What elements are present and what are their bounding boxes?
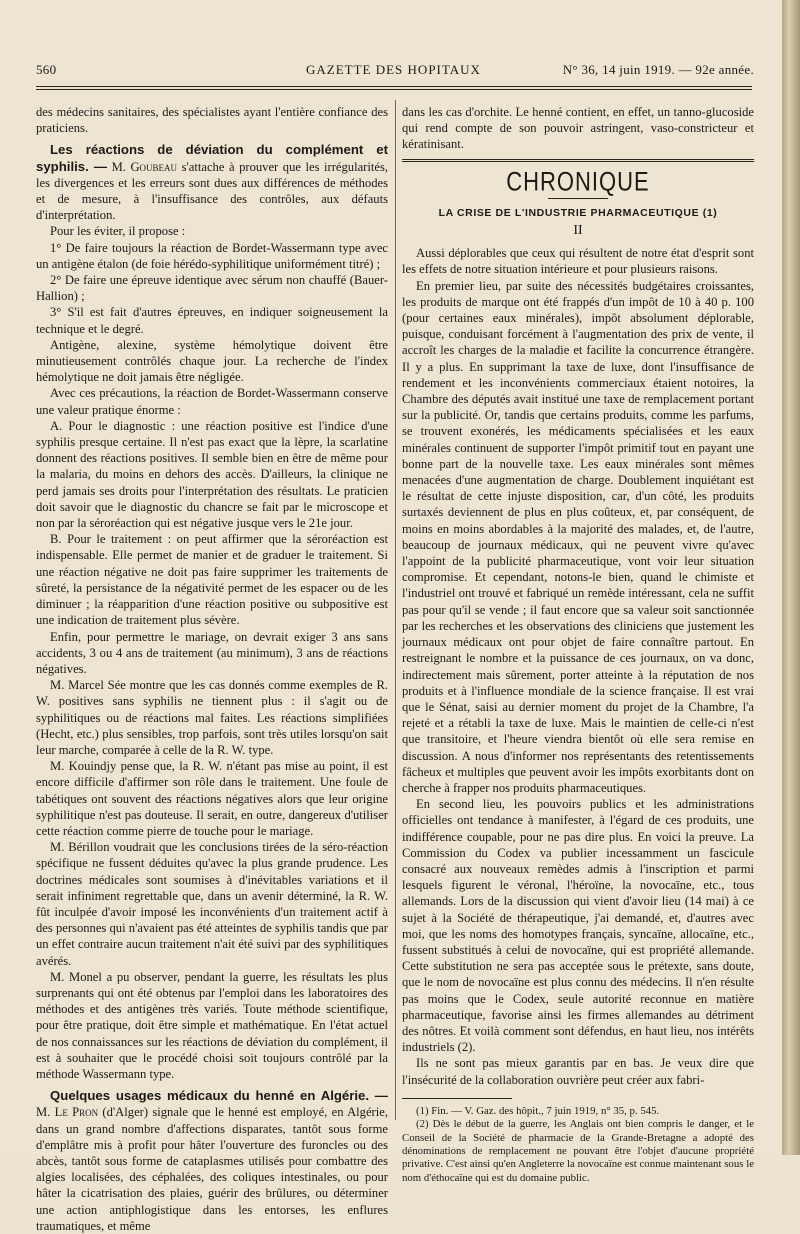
paragraph: (d'Alger) signale que le henné est employé, en Algérie, dans un grand nombre d'affections disparates, tantôt sous forme d'emplâtre mis à profit pour hâter l'ouverture des furoncles ou des abcès, tantôt sous forme de cataplasmes utilisés pour combattre des algies localisées, des céphalées, des coliques intestinales, ou pour hâter la cicatrisation des plaies, guérir des brûlures, ou déterminer une action antiphlogistique dans les entorses, les enflures traumatiques, et même [36,1105,388,1233]
footnote-rule [402,1098,512,1099]
section-heading: Les réactions de déviation du complément et syphilis. — [36,142,388,174]
section-heading: Quelques usages médicaux du henné en Algérie. — [50,1088,388,1104]
page-binding-edge [782,0,800,1155]
author-name: M. Goubeau [111,159,178,174]
paragraph: 2° De faire une épreuve identique avec sérum non chauffé (Bauer-Hallion) ; [36,273,388,304]
footnote: (2) Dès le début de la guerre, les Anglais ont bien compris le danger, et le Conseil de la Société de pharmacie de la Grande-Bretagne a adopté des dénominations de remplacement ne pouvant être l'objet d'aucune propriété privative. C'est ainsi qu'en Angleterre la novocaïne est connue maintenant sous le nom d'éthocaïne qui est du domaine public. [402,1118,754,1184]
paragraph: Antigène, alexine, système hémolytique doivent être minutieusement contrôlés chaque jour. La recherche de l'index hémolytique ne doit jamais être négligée. [36,337,388,385]
page-number: 560 [36,62,57,77]
chronique-heading: CHRONIQUE [506,165,650,196]
part-number: II [573,223,583,239]
paragraph: dans les cas d'orchite. Le henné contient, en effet, un tanno-glucoside qui rend compte de son pouvoir astringent, vaso-constricteur et kératinisant. [402,105,754,152]
paragraph: M. Bérillon voudrait que les conclusions tirées de la séro-réaction spécifique ne fussent déduites qu'avec la plus grande prudence. Les doctrines médicales sont soumises à d'inévitables variations et il serait infiniment regrettable que, dans un avenir déterminé, la R. W. fût inculpée d'avoir imposé les inconvénients d'un traitement actif à des personnes qui n'avaient pas été atteintes de syphilis tandis que par un effet contraire aucun traitement n'ait été suivi par des syphilitiques avérés. [36,840,388,968]
paragraph: Aussi déplorables que ceux qui résultent de notre état d'esprit sont les effets de notre situation intérieure et pour plusieurs raisons. [402,246,754,277]
paragraph: En second lieu, les pouvoirs publics et les administrations officielles ont tendance à manifester, à l'égard de ces produits, une indifférence coupable, pour ne pas dire plus. En voici la preuve. La Commission du Codex va publier incessamment un fascicule consacré aux nouveaux remèdes admis à l'inscription et parmi lesquels figurent le véronal, l'héroïne, la novocaïne, etc., tous allemands. Lors de la discussion qui vient d'avoir lieu (14 mai) à ce sujet à la Société de thérapeutique, j'ai demandé, et, d'autres avec moi, que les noms des homotypes français, syncaïne, allocaïne, etc., fussent substitués à celui de novocaïne, qui est propriété allemande. Cette substitution ne sera pas acceptée sous le prétexte, sans doute, que le nom de novocaïne est plus connu des médecins. Il n'en résulte pas moins que le Codex, seule autorité reconnue en matière pharmaceutique, favorise ainsi les firmes allemandes au détriment des nôtres. Et voilà comment sont défendus, en haut lieu, nos intérêts industriels (2). [402,797,754,1055]
footnotes [402,1098,754,1185]
paragraph: des médecins sanitaires, des spécialistes ayant l'entière confiance des praticiens. [36,105,388,136]
paragraph: Ils ne sont pas mieux garantis par en bas. Je veux dire que l'insécurité de la collaboration ouvrière peut créer aux fabri- [402,1056,754,1087]
paragraph: 1° De faire toujours la réaction de Bordet-Wassermann type avec un antigène étalon (de foie hérédo-syphilitique uniformément titré) ; [36,240,388,271]
paragraph: Avec ces précautions, la réaction de Bordet-Wassermann conserve une valeur pratique énorme : [36,386,388,417]
paragraph: Enfin, pour permettre le mariage, on devrait exiger 3 ans sans accidents, 3 ou 4 ans de traitement (au minimum), 3 ans de réactions négatives. [36,629,388,676]
header-rule-2 [36,89,752,90]
paragraph: B. Pour le traitement : on peut affirmer que la séroréaction est indispensable. Elle permet de manier et de graduer le traitement. Si une réaction négative ne doit pas faire supprimer les traitements de sûreté, la persistance de la négativité permet de les espacer ou de les diminuer ; la réapparition d'une réaction positive ou subpositive est une indication de traitement plus sévère. [36,532,388,628]
issue-date: N° 36, 14 juin 1919. — 92e année. [562,62,754,77]
paragraph: M. Kouindjy pense que, la R. W. n'étant pas mise au point, il est encore difficile d'affirmer son rôle dans le traitement. Une foule de tabétiques ont souvent des réactions négatives alors que leur origine syphilitique n'est pas douteuse. Il serait, en outre, dangereux d'utiliser cette réaction comme pierre de touche pour le mariage. [36,759,388,838]
short-rule [548,198,608,199]
footnote: (1) Fin. — V. Gaz. des hôpit., 7 juin 1919, n° 35, p. 545. [416,1104,660,1117]
paragraph: M. Marcel Sée montre que les cas donnés comme exemples de R. W. positives sans syphilis ne tiennent plus : il s'agit ou de syphilitiques ou de réactions mal faites. Les réactions simplifiées (Hecht, etc.) plus sensibles, trop parfois, sont très utiles lorsqu'on sait leur marche, comparée à celle de la R. W. type. [36,678,388,757]
right-column [402,104,754,1185]
journal-title: GAZETTE DES HOPITAUX [306,62,481,77]
paragraph: En premier lieu, par suite des nécessités budgétaires croissantes, les produits de marque ont été frappés d'un impôt de 10 à 40 p. 100 (pour certaines eaux minérales), impôt absolument déplorable, puisque, conduisant forcément à l'augmentation des prix de vente, il accroît les charges de la maladie et facilite la concurrence étrangère. Il y a plus. En supprimant la taxe de luxe, dont l'insuffisance de rendement et les inconvénients commerciaux étaient notoires, la Chambre des députés avait institué une taxe de remplacement portant sur la publicité. Or, tandis que certains produits, comme les parfums, se trouvent exonérés, les médicaments spécialisées et les eaux minérales continuent de supporter l'impôt primitif tout en payant une bonne part de la nouvelle taxe. Les eaux minérales sont mêmes menacées d'une augmentation de charge. Doublement inquiétant est le résultat de cette injuste disposition, car, d'un côté, les produits surtaxés deviennent de plus en plus coûteux, et, par conséquent, de moins en moins abordables à la majorité des malades, et, de l'autre, beaucoup de journaux médicaux, qui ne peuvent vivre qu'avec l'appoint de la publicité pharmaceutique, vont voir leur situation compromise. Et cependant, notons-le bien, quand le chimiste et l'industriel ont trouvé et fabriqué un remède intéressant, cela ne suffit pas pour qu'il se vende ; il faut encore que sa valeur soit sanctionnée par les recherches et les observations des cliniciens que justement les journaux médicaux ont pour objet de faire connaître partout. En restreignant le nombre et la puissance de ces journaux, on va donc, indirectement mais sûrement, porter atteinte à la réputation de nos produits et à l'influence mondiale de la science française. Il est vrai que le Sénat, saisi au dernier moment du projet de la Chambre, l'a rejeté et a rétabli la taxe de luxe. Mais le maintien de celle-ci n'est que transitoire, et l'heure viendra bientôt où elle sera remise en discussion. A nous d'informer nos représentants des retentissements fâcheux et multiples que peuvent avoir les impôts exorbitants dont on cherche à frapper nos produits pharmaceutiques. [402,278,754,795]
author-name: M. Le Pron [36,1105,99,1120]
paragraph: 3° S'il est fait d'autres épreuves, en indiquer soigneusement la technique et le degré. [36,305,388,336]
header-rule [36,86,752,87]
paragraph: M. Monel a pu observer, pendant la guerre, les résultats les plus surprenants qui ont été obtenus par l'emploi dans les laboratoires des méthodes et des antigènes très variés. Toute méthode scientifique, pour être pratique, doit être simple et mathématique. En l'état actuel de nos connaissances sur les réactions de déviation du complément, il est à souhaiter que le procédé choisi soit toujours contrôlé par la méthode Wassermann type. [36,969,388,1081]
column-divider [395,100,396,1120]
left-column [36,104,388,1234]
page-header [36,62,754,80]
paragraph: s'attache à prouver que les irrégularités, les divergences et les erreurs sont dues aux différences de méthodes et de mesure, à l'insuffisance des contrôles, aux défauts d'interprétation. [36,159,389,223]
paragraph: Pour les éviter, il propose : [50,224,186,239]
paragraph: A. Pour le diagnostic : une réaction positive est l'indice d'une syphilis presque certaine. Il n'est pas exact que la lèpre, la scarlatine donnent des réactions positives. Il semble bien en être de même pour la malaria, du moins en dehors des accès. D'ailleurs, la clinique ne perd jamais ses droits pour l'interprétation des résultats. Le praticien doit savoir que le diagnostic du chancre se fait par le microscope et non par la séroréaction qui est négative jusque vers le 21e jour. [36,418,388,531]
article-title: LA CRISE DE L'INDUSTRIE PHARMACEUTIQUE (1) [438,206,718,219]
section-rule [402,159,754,162]
